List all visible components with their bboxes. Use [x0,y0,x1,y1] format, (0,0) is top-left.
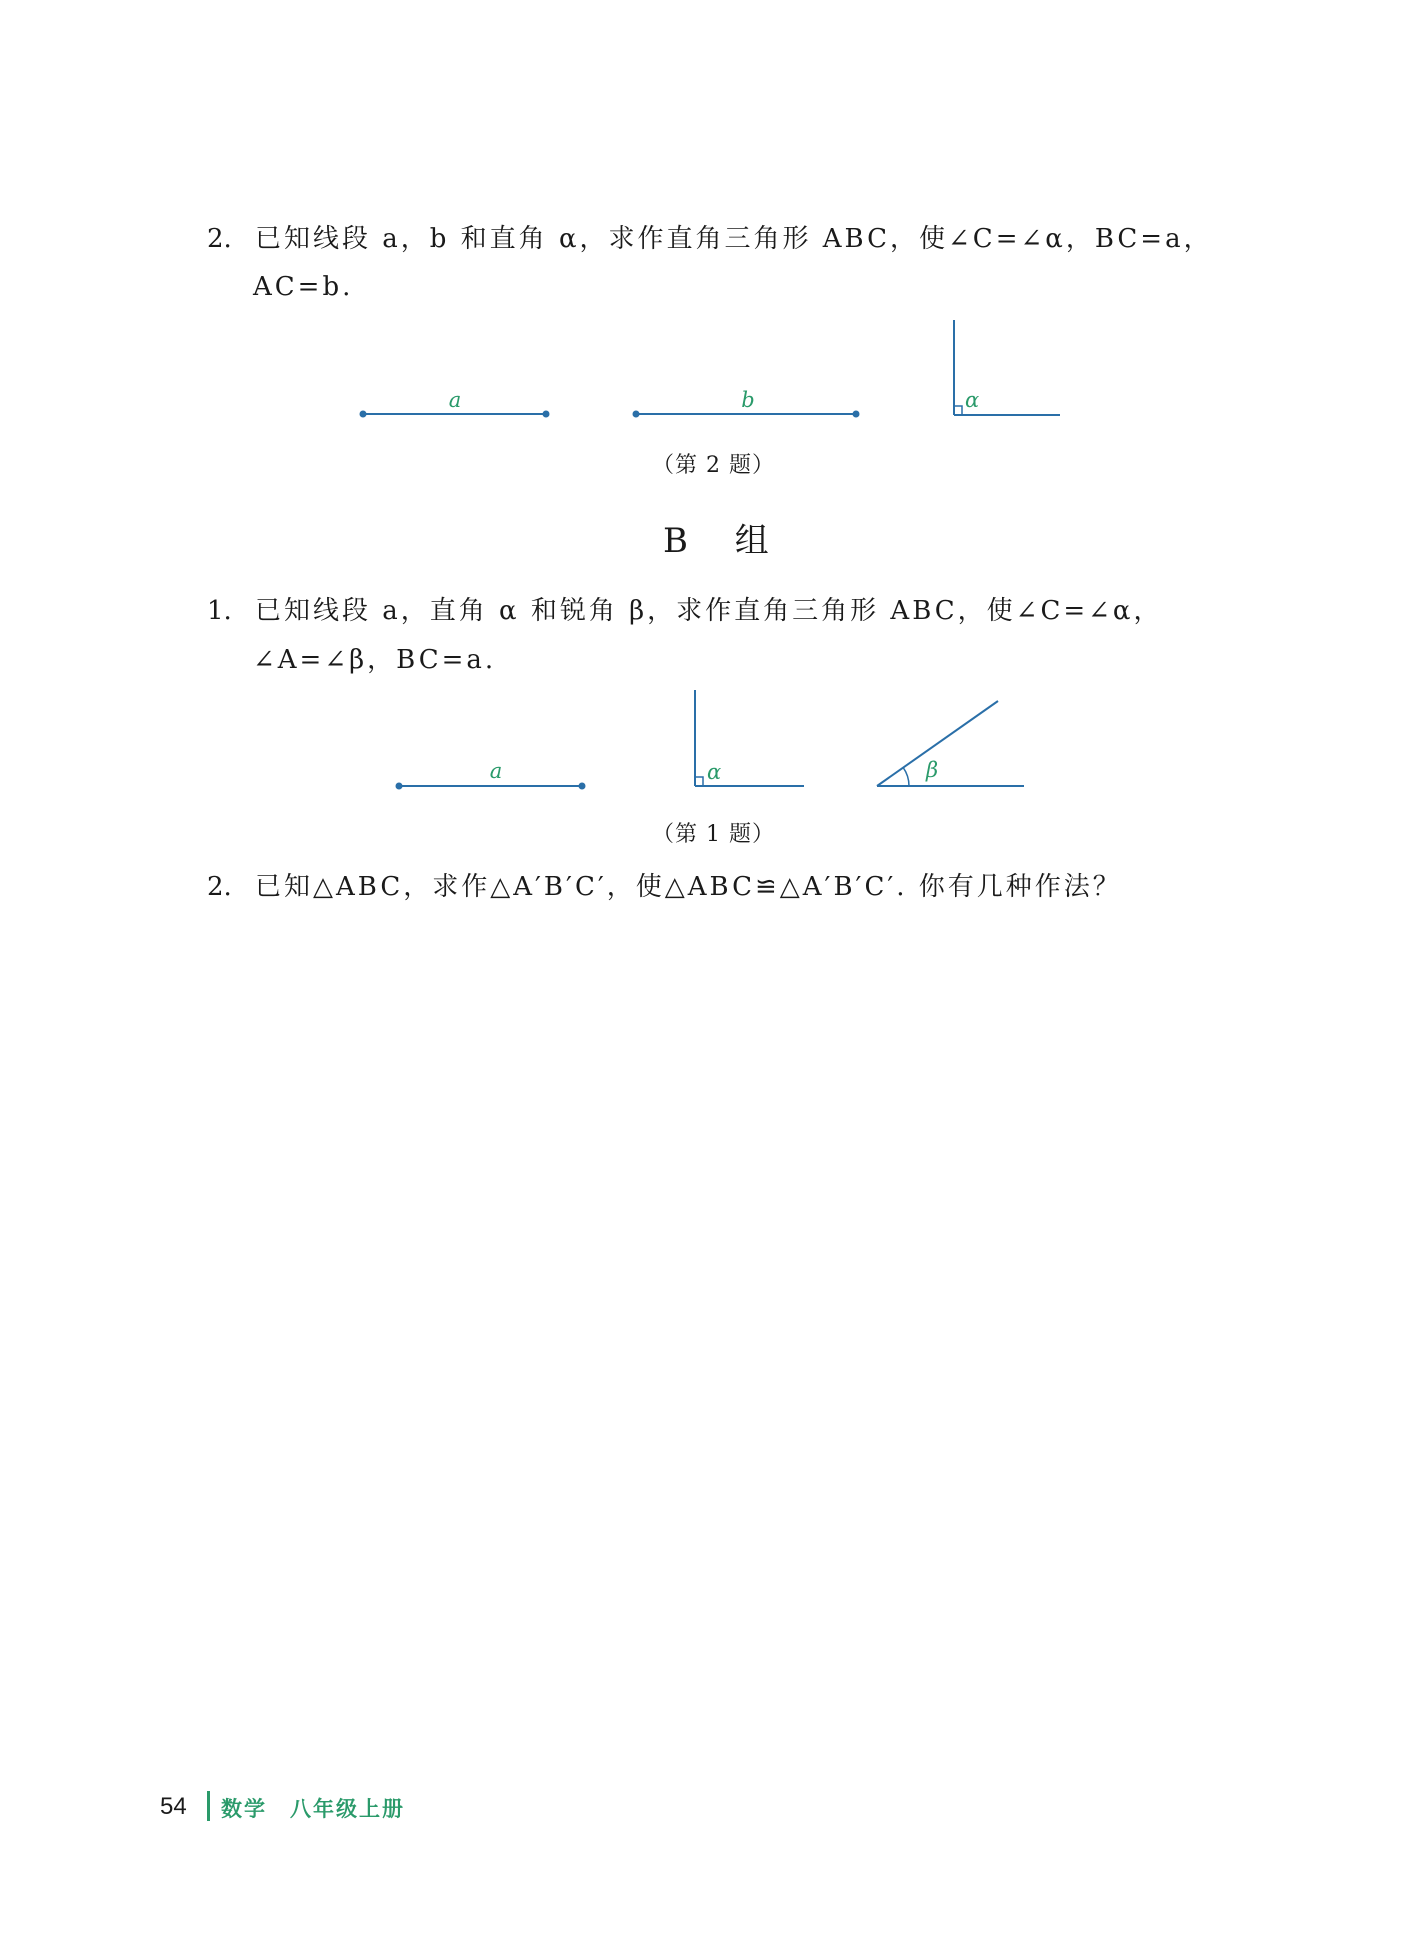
figure-caption: （第 1 题） [652,822,775,847]
segment-a [396,759,586,790]
question-text-line-2: AC=b. [253,272,354,302]
segment-b-label: b [741,388,755,412]
segment-b [633,388,860,418]
page-number: 54 [160,1793,187,1820]
segment-a [360,388,550,418]
question-number: 2. [207,224,232,254]
segment-a-label: a [489,759,503,783]
angle-arc [903,768,909,786]
question-text-line-2: ∠A=∠β，BC=a. [253,645,497,675]
right-angle-marker [695,777,703,786]
right-angle-marker [954,406,962,415]
question-text-line-1: 已知线段 a，直角 α 和锐角 β，求作直角三角形 ABC，使∠C=∠α， [255,596,1163,626]
question-b1-figure [0,680,1403,820]
acute-angle-beta [877,701,1024,786]
right-angle-alpha [695,690,804,786]
figure-caption: （第 2 题） [652,453,775,478]
question-number: 1. [207,596,232,626]
alpha-label: α [965,388,980,412]
segment-a-label: a [448,388,462,412]
beta-label: β [926,758,939,782]
question-number: 2. [207,872,232,902]
right-angle-alpha [954,320,1060,415]
footer-divider [207,1791,210,1821]
alpha-label: α [707,760,722,784]
question-text-line-1: 已知线段 a，b 和直角 α，求作直角三角形 ABC，使∠C=∠α，BC=a， [255,224,1213,254]
book-title: 数学 八年级上册 [221,1797,405,1821]
question-text: 已知△ABC，求作△A′B′C′，使△ABC≌△A′B′C′. 你有几种作法？ [255,872,1122,902]
section-title: B 组 [663,521,787,561]
